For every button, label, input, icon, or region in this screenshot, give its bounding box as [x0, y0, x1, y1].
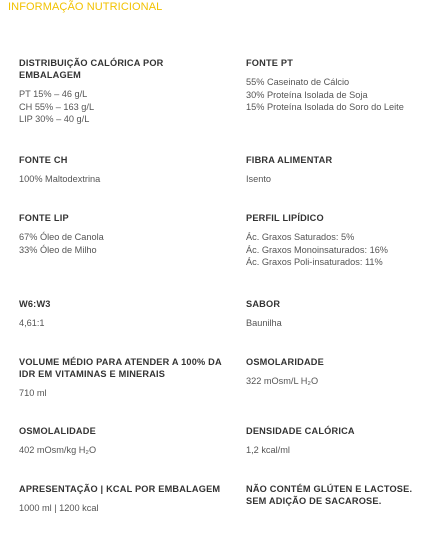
block-line: LIP 30% – 40 g/L — [19, 114, 90, 124]
block-title: FONTE PT — [246, 58, 294, 68]
block-line: 4,61:1 — [19, 318, 45, 328]
block-line: 55% Caseinato de Cálcio — [246, 77, 350, 87]
block-line: 33% Óleo de Milho — [19, 244, 97, 255]
block-title: FIBRA ALIMENTAR — [246, 155, 333, 165]
block-line: 710 ml — [19, 388, 47, 398]
block-title: OSMOLALIDADE — [19, 426, 96, 436]
caloric-distribution-block — [19, 57, 237, 126]
block-lines — [19, 88, 237, 126]
block-line: CH 55% – 163 g/L — [19, 101, 95, 112]
carb-source-block — [19, 154, 237, 186]
block-line: 1000 ml | 1200 kcal — [19, 503, 99, 513]
block-line: 322 mOsm/L H₂O — [246, 376, 319, 386]
block-lines — [246, 173, 436, 186]
block-title: PERFIL LIPÍDICO — [246, 213, 324, 223]
block-title: NÃO CONTÉM GLÚTEN E LACTOSE. SEM ADIÇÃO DE SACAROSE. — [246, 484, 413, 506]
lipid-source-block — [19, 212, 237, 256]
osmolarity-block — [246, 356, 436, 388]
presentation-block — [19, 483, 237, 515]
w6-w3-block — [19, 298, 237, 330]
dietary-fiber-block — [246, 154, 436, 186]
section-title: INFORMAÇÃO NUTRICIONAL — [8, 1, 163, 13]
block-lines — [19, 387, 237, 400]
block-line: 100% Maltodextrina — [19, 174, 101, 184]
block-lines — [246, 76, 436, 114]
block-lines — [19, 173, 237, 186]
protein-source-block — [246, 57, 436, 114]
block-title: DENSIDADE CALÓRICA — [246, 426, 355, 436]
block-line: Ác. Graxos Saturados: 5% — [246, 232, 355, 242]
block-lines — [19, 502, 237, 515]
block-line: PT 15% – 46 g/L — [19, 89, 88, 99]
block-title: DISTRIBUIÇÃO CALÓRICA POR EMBALAGEM — [19, 58, 164, 80]
block-line: Baunilha — [246, 318, 282, 328]
block-title: APRESENTAÇÃO | KCAL POR EMBALAGEM — [19, 484, 221, 494]
block-lines — [246, 375, 436, 388]
block-line: Isento — [246, 174, 272, 184]
block-line: Ác. Graxos Poli-insaturados: 11% — [246, 257, 383, 267]
lipid-profile-block — [246, 212, 436, 269]
block-line: 67% Óleo de Canola — [19, 232, 104, 242]
caloric-density-block — [246, 425, 436, 457]
block-lines — [246, 231, 436, 269]
block-line: 30% Proteína Isolada de Soja — [246, 89, 368, 100]
block-lines — [19, 317, 237, 330]
block-lines — [246, 444, 436, 457]
osmolality-block — [19, 425, 237, 457]
flavor-block — [246, 298, 436, 330]
block-line: 1,2 kcal/ml — [246, 445, 290, 455]
block-lines — [19, 444, 237, 457]
block-lines — [246, 317, 436, 330]
block-line: Ác. Graxos Monoinsaturados: 16% — [246, 244, 388, 255]
block-title: SABOR — [246, 299, 281, 309]
block-line: 402 mOsm/kg H₂O — [19, 445, 97, 455]
block-title: FONTE CH — [19, 155, 68, 165]
block-lines — [19, 231, 237, 256]
block-line: 15% Proteína Isolada do Soro do Leite — [246, 102, 404, 112]
block-title: W6:W3 — [19, 299, 51, 309]
allergen-notice-block — [246, 483, 436, 507]
block-title: OSMOLARIDADE — [246, 357, 324, 367]
block-title: FONTE LIP — [19, 213, 69, 223]
average-volume-block — [19, 356, 237, 400]
block-title: VOLUME MÉDIO PARA ATENDER A 100% DA IDR EM VITAMINAS E MINERAIS — [19, 357, 222, 379]
